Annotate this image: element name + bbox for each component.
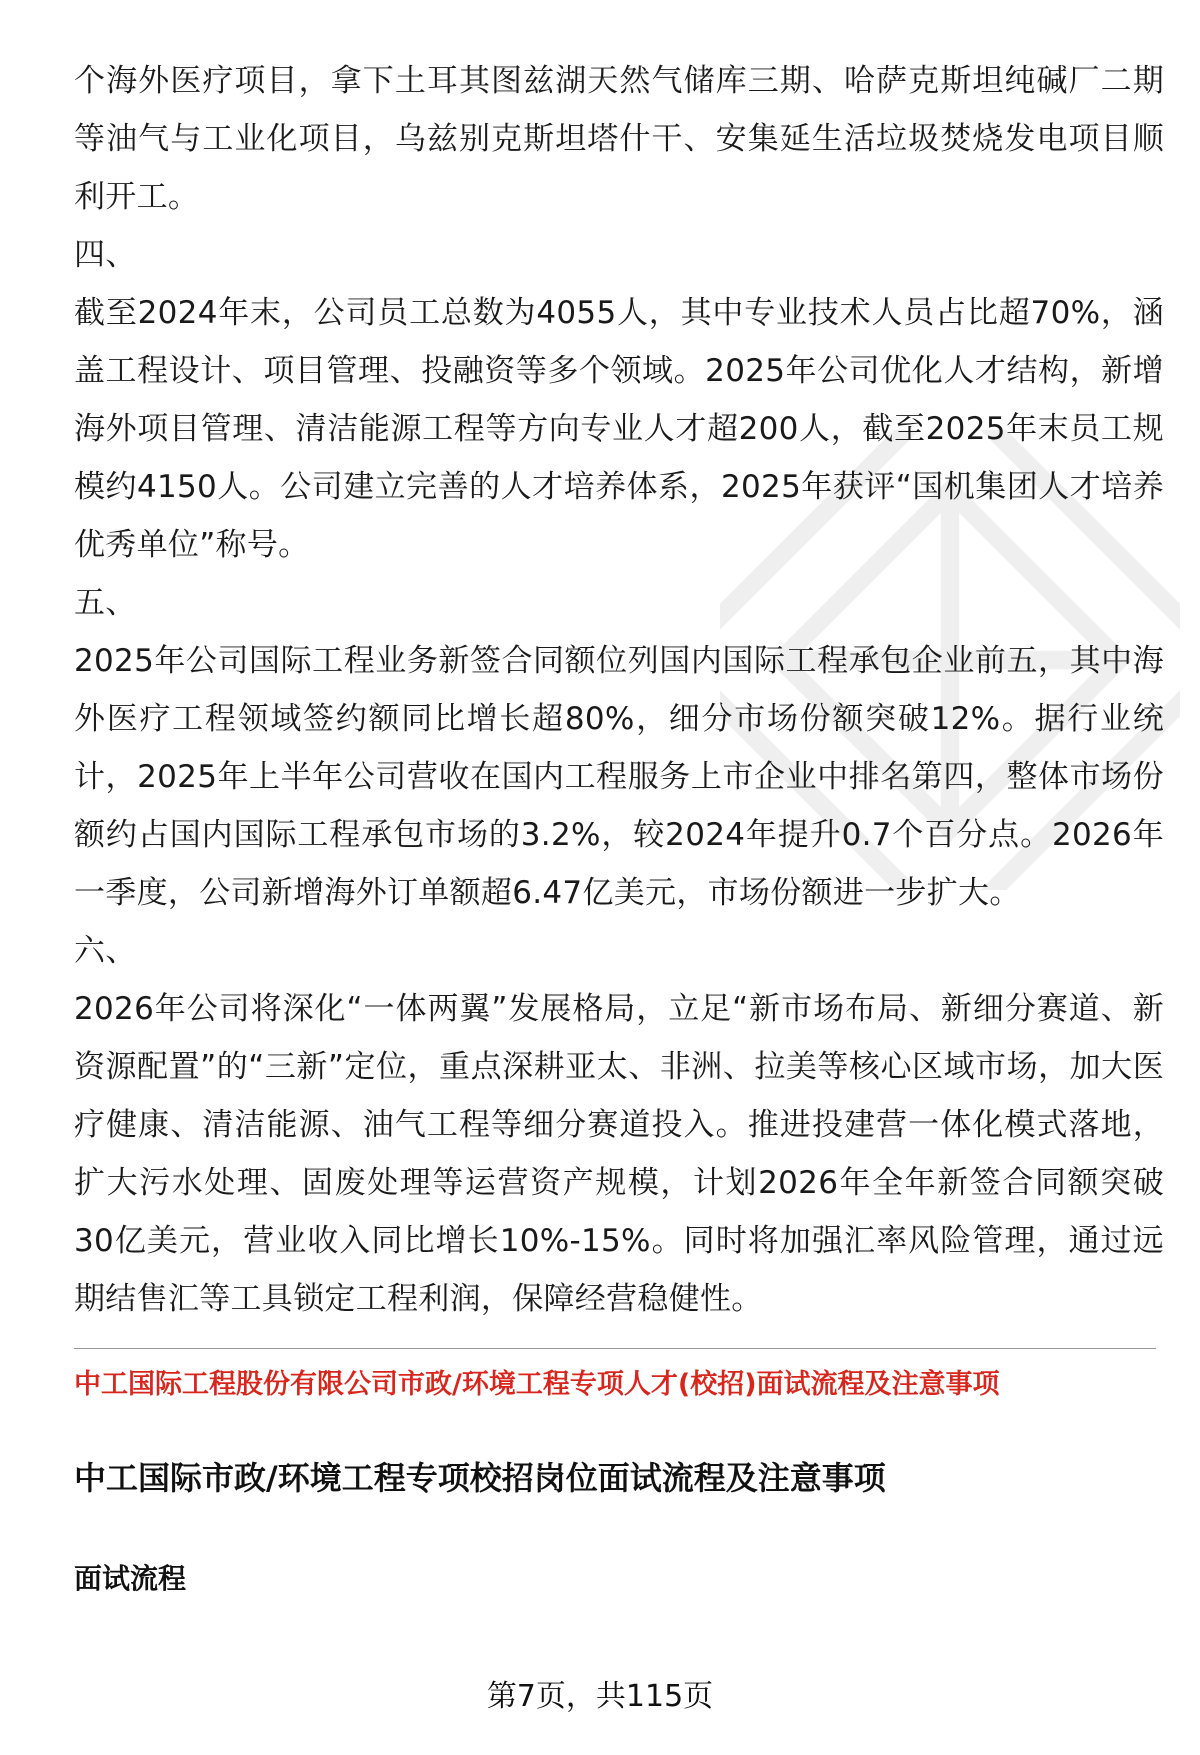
paragraph-2026-plan: 2026年公司将深化“一体两翼”发展格局，立足“新市场布局、新细分赛道、新资源配置”的“三新”定位，重点深耕亚太、非洲、拉美等核心区域市场，加大医疗健康、清洁能源、油气工程等细分赛道投入。推进投建营一体化模式落地，扩大污水处理、固废处理等运营资产规模，计划2026年全年新签合同额突破30亿美元，营业收入同比增长10%-15%。同时将加强汇率风险管理，通过远期结售汇等工具锁定工程利润，保障经营稳健性。 <box>74 991 1164 1317</box>
section-title: 中工国际市政/环境工程专项校招岗位面试流程及注意事项 <box>74 1459 886 1497</box>
section-divider <box>74 1348 1156 1349</box>
section-number-five: 五、 <box>74 585 137 621</box>
paragraph-staff: 截至2024年末，公司员工总数为4055人，其中专业技术人员占比超70%，涵盖工程设计、项目管理、投融资等多个领域。2025年公司优化人才结构，新增海外项目管理、清洁能源工程等方向专业人才超200人，截至2025年末员工规模约4150人。公司建立完善的人才培养体系，2025年获评“国机集团人才培养优秀单位”称号。 <box>74 295 1164 563</box>
section-number-six: 六、 <box>74 933 137 969</box>
paragraph-market-share: 2025年公司国际工程业务新签合同额位列国内国际工程承包企业前五，其中海外医疗工程领域签约额同比增长超80%，细分市场份额突破12%。据行业统计，2025年上半年公司营收在国内工程服务上市企业中排名第四，整体市场份额约占国内国际工程承包市场的3.2%，较2024年提升0.7个百分点。2026年一季度，公司新增海外订单额超6.47亿美元，市场份额进一步扩大。 <box>74 643 1164 911</box>
chapter-heading: 中工国际工程股份有限公司市政/环境工程专项人才(校招)面试流程及注意事项 <box>74 1369 1000 1400</box>
document-body <box>74 52 1164 1328</box>
page-number: 第7页，共115页 <box>486 1679 714 1714</box>
subsection-title: 面试流程 <box>74 1562 187 1595</box>
section-number-four: 四、 <box>74 237 137 273</box>
paragraph-project-continuation: 个海外医疗项目，拿下土耳其图兹湖天然气储库三期、哈萨克斯坦纯碱厂二期等油气与工业化项目，乌兹别克斯坦塔什干、安集延生活垃圾焚烧发电项目顺利开工。 <box>74 63 1164 215</box>
